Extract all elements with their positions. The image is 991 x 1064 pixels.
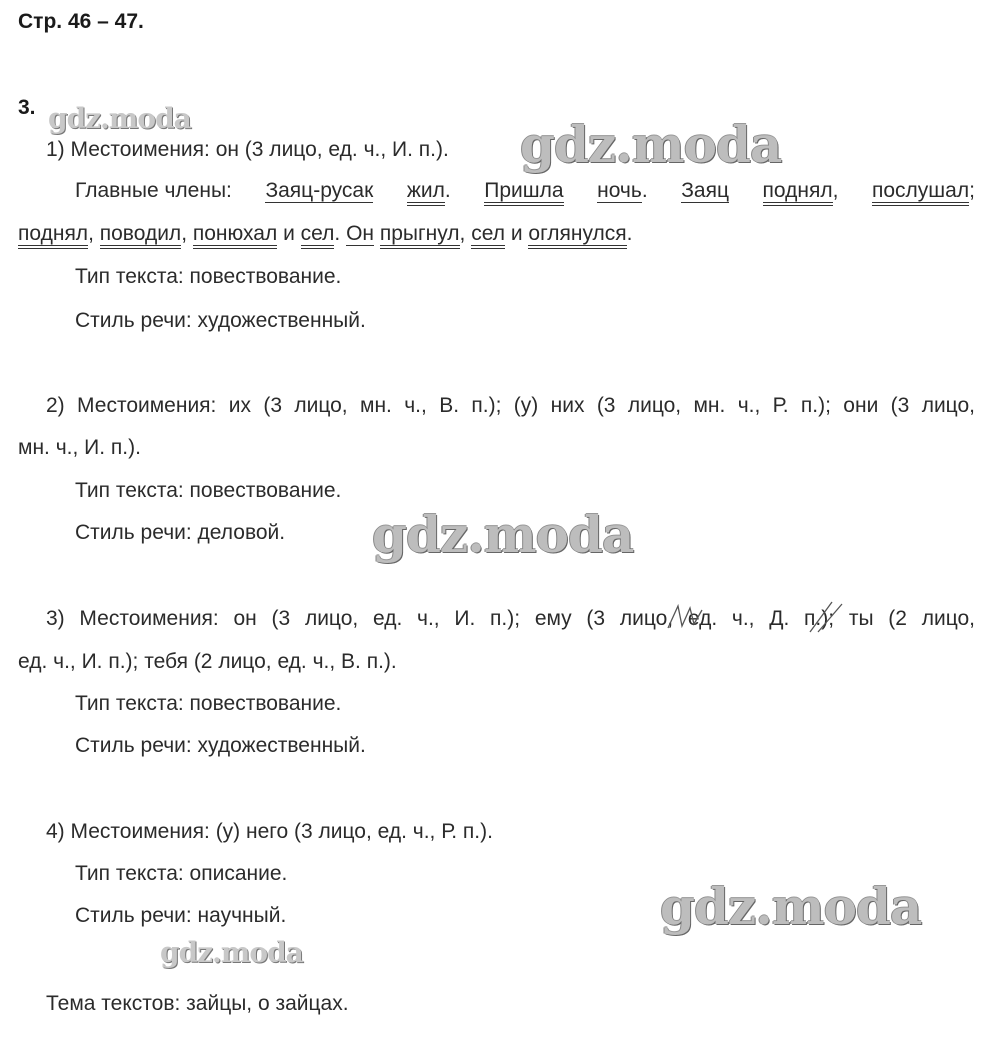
predicate: поводил bbox=[100, 222, 181, 249]
item-4-pronouns: 4) Местоимения: (у) него (3 лицо, ед. ч., Р. п.). bbox=[46, 820, 493, 843]
item-1-speech-style: Стиль речи: художественный. bbox=[75, 309, 366, 332]
item-3-pronouns-line1: 3) Местоимения: он (3 лицо, ед. ч., И. п.); ему (3 лицо, ед. ч., Д. п.); ты (2 лицо, bbox=[46, 607, 975, 630]
watermark: gdz.moda bbox=[660, 877, 922, 936]
item-1-main-members-line1: Главные члены: Заяц-русак жил. Пришла ночь. Заяц поднял, послушал; bbox=[75, 177, 975, 205]
pen-scribble bbox=[660, 598, 850, 638]
main-members-label: Главные члены: bbox=[75, 179, 232, 202]
task-number: 3. bbox=[18, 96, 36, 119]
subject: Он bbox=[346, 222, 374, 245]
watermark: gdz.moda bbox=[48, 102, 191, 135]
subject: Заяц bbox=[681, 179, 729, 202]
subject: ночь bbox=[597, 179, 642, 202]
predicate: сел bbox=[471, 222, 505, 249]
predicate: послушал bbox=[872, 179, 969, 206]
watermark: gdz.moda bbox=[160, 936, 303, 969]
item-1-pronouns: 1) Местоимения: он (3 лицо, ед. ч., И. п.). bbox=[46, 138, 449, 161]
item-2-pronouns-line2: мн. ч., И. п.). bbox=[18, 436, 141, 459]
item-3-text-type: Тип текста: повествование. bbox=[75, 692, 342, 715]
page-header: Стр. 46 – 47. bbox=[18, 10, 144, 33]
subject: Заяц-русак bbox=[265, 179, 374, 202]
item-4-speech-style: Стиль речи: научный. bbox=[75, 904, 287, 927]
predicate: прыгнул bbox=[380, 222, 460, 249]
watermark: gdz.moda bbox=[372, 505, 634, 564]
predicate: жил bbox=[407, 179, 445, 206]
predicate: поднял bbox=[763, 179, 833, 206]
item-1-main-members-line2: поднял, поводил, понюхал и сел. Он прыгнул, сел и оглянулся. bbox=[18, 220, 633, 248]
item-2-text-type: Тип текста: повествование. bbox=[75, 479, 342, 502]
item-3-speech-style: Стиль речи: художественный. bbox=[75, 734, 366, 757]
item-4-text-type: Тип текста: описание. bbox=[75, 862, 288, 885]
item-2-speech-style: Стиль речи: деловой. bbox=[75, 521, 286, 544]
predicate: поднял bbox=[18, 222, 88, 249]
predicate: понюхал bbox=[193, 222, 277, 249]
item-3-pronouns-line2: ед. ч., И. п.); тебя (2 лицо, ед. ч., В. п.). bbox=[18, 650, 397, 673]
topic-line: Тема текстов: зайцы, о зайцах. bbox=[46, 992, 349, 1015]
predicate: сел bbox=[301, 222, 335, 249]
item-2-pronouns-line1: 2) Местоимения: их (3 лицо, мн. ч., В. п.); (у) них (3 лицо, мн. ч., Р. п.); они (3 лицо, bbox=[46, 394, 975, 417]
item-1-text-type: Тип текста: повествование. bbox=[75, 265, 342, 288]
predicate: оглянулся bbox=[528, 222, 626, 249]
predicate: Пришла bbox=[484, 179, 563, 206]
watermark: gdz.moda bbox=[520, 115, 782, 174]
